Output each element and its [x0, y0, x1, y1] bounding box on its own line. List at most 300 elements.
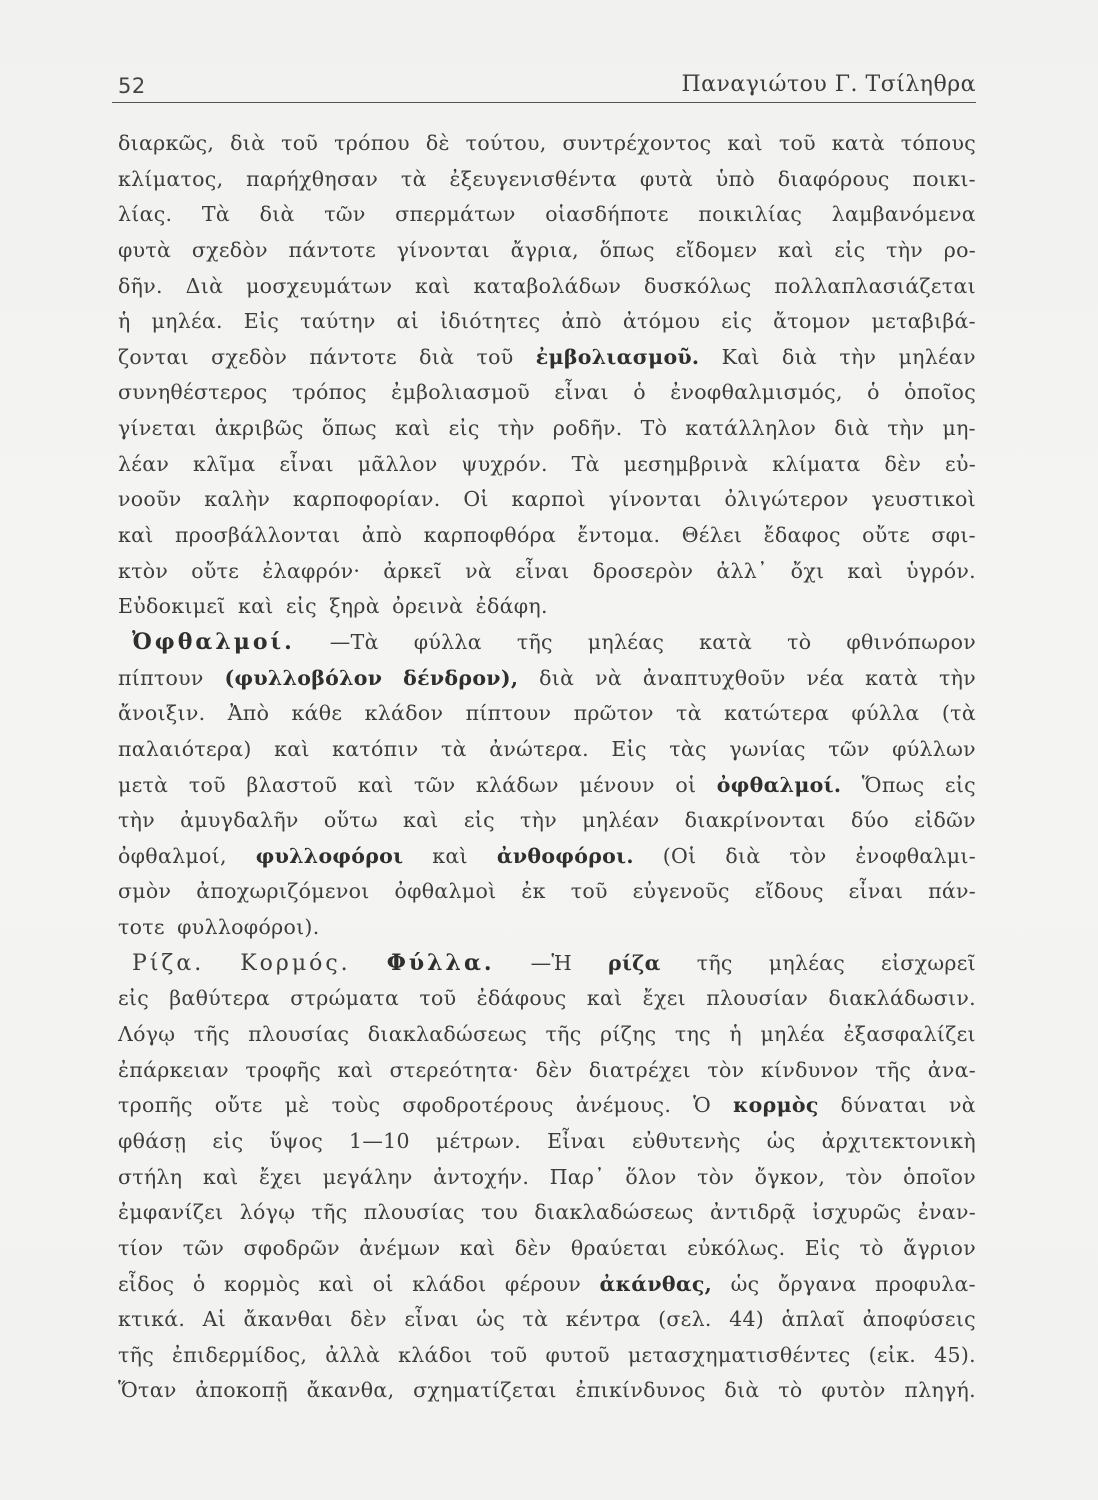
- word: κατάλληλον: [685, 416, 817, 441]
- text-line: [118, 1373, 976, 1409]
- word: μη-: [942, 416, 976, 441]
- word: κλάδον: [364, 701, 444, 726]
- word: τροφῆς: [245, 1057, 321, 1082]
- word: ἔχει: [642, 986, 686, 1011]
- word: φθάσῃ: [118, 1128, 187, 1153]
- word: φυτὸν: [821, 1378, 886, 1403]
- word: ἐκ: [521, 879, 546, 904]
- word: τοῦ: [188, 772, 226, 797]
- text-line: [118, 696, 976, 732]
- word: ἀποφύσεις: [862, 1307, 976, 1332]
- word: σχεδὸν: [211, 344, 288, 369]
- word: τὰ: [676, 701, 702, 726]
- word: διαρκῶς,: [118, 131, 215, 155]
- word: Καὶ: [721, 344, 760, 369]
- word: εὐθυτενὴς: [631, 1128, 741, 1153]
- word: εἰς: [118, 986, 150, 1011]
- text-line: [118, 304, 976, 340]
- word: εἰς: [463, 808, 495, 833]
- word: ἀνέμων: [359, 1235, 441, 1260]
- word: Εἰς: [804, 1235, 841, 1260]
- word: ὄχι: [790, 558, 825, 583]
- word: καρποφορίαν.: [292, 487, 441, 512]
- word: κατὰ: [699, 629, 753, 654]
- word: τῶν: [182, 1235, 225, 1260]
- word: καὶ: [403, 808, 439, 833]
- word: τῆς: [696, 950, 733, 975]
- word: εἰδῶν: [914, 808, 976, 833]
- word: διακλαδώσεως: [534, 1200, 694, 1225]
- word: ὅπως: [599, 237, 655, 262]
- word: καὶ: [727, 131, 763, 155]
- word: καὶ: [237, 594, 274, 619]
- word: νὰ: [595, 665, 622, 690]
- word: λαμβανόμενα: [831, 202, 976, 227]
- word: ὁ: [192, 1271, 206, 1296]
- word: οὕτω: [323, 808, 378, 833]
- word: τοῦ: [570, 879, 608, 904]
- word: τὴν: [886, 237, 924, 262]
- word: μηλέας: [768, 950, 846, 975]
- text-line: [118, 874, 976, 910]
- word: λέαν: [118, 451, 170, 476]
- word: πλουσίας: [363, 1200, 465, 1225]
- word: ἀναπτυχθοῦν: [642, 665, 786, 690]
- word: τὰ: [400, 166, 427, 191]
- emphasized-word: ἐμβολιασμοῦ.: [535, 344, 700, 369]
- word: τοῦ: [490, 1342, 528, 1367]
- page-header: [112, 68, 976, 103]
- text-line: [118, 554, 976, 590]
- word: κλῖμα: [192, 451, 256, 476]
- word: καὶ: [318, 1271, 355, 1296]
- word: ὡς: [766, 1128, 796, 1153]
- word: ἡ: [729, 1022, 742, 1047]
- word: καλὴν: [204, 487, 271, 512]
- word: δροσερὸν: [592, 558, 694, 583]
- word: ταύτην: [300, 309, 376, 334]
- text-line: [118, 589, 976, 625]
- word: διὰ: [259, 202, 295, 227]
- word: δυσκόλως: [644, 273, 752, 298]
- word: τοῦ: [281, 131, 319, 155]
- text-line: [118, 126, 976, 162]
- word: τὴν: [497, 416, 535, 441]
- page-number: 52: [118, 74, 146, 98]
- word: τὰ: [522, 1307, 549, 1332]
- word: τὸ: [787, 629, 812, 654]
- text-line: [118, 661, 976, 697]
- word: τὸν: [845, 1164, 883, 1189]
- word: ἀρκεῖ: [383, 558, 443, 583]
- word: ζονται: [118, 344, 189, 369]
- word: πάντοτε: [309, 344, 397, 369]
- word: τρόπου: [334, 131, 410, 155]
- word: ἀκριβῶς: [214, 416, 304, 441]
- word: τοτε: [118, 915, 165, 940]
- word: τῆς: [875, 1057, 912, 1082]
- word: εἴδομεν: [675, 237, 758, 262]
- word: βλαστοῦ: [246, 772, 338, 797]
- word: φέρουν: [504, 1271, 581, 1296]
- word: εἶδος: [118, 1271, 175, 1296]
- word: εἰς: [448, 416, 480, 441]
- word: τὸ: [778, 1378, 803, 1403]
- word: τὰ: [440, 736, 467, 761]
- word: πλουσίας: [248, 1022, 350, 1047]
- word: εἶναι: [848, 879, 904, 904]
- word: ἐνοφθαλμισμός,: [670, 380, 843, 405]
- word: οὔτε: [862, 523, 911, 548]
- word: πολλαπλασιάζεται: [774, 273, 976, 298]
- word: καὶ: [202, 1164, 239, 1189]
- word: ἐναν-: [917, 1200, 976, 1225]
- word: ἰδιότητες: [439, 309, 541, 334]
- word: μηλέαν: [582, 808, 660, 833]
- word: μᾶλλον: [357, 451, 438, 476]
- text-line: [118, 910, 976, 946]
- word: λόγῳ: [239, 1200, 296, 1225]
- word: ὑγρόν.: [906, 558, 976, 583]
- word: ἄκανθαι: [243, 1307, 333, 1332]
- word: ὅπως: [321, 416, 377, 441]
- word: ἄγρια,: [510, 237, 579, 262]
- word: κατώτερα: [724, 701, 830, 726]
- word: τὴν: [887, 416, 925, 441]
- word: σφι-: [931, 523, 976, 548]
- word: τὸν: [789, 843, 827, 868]
- word: τοὺς: [331, 1093, 381, 1118]
- word: ὀφθαλμοί,: [118, 843, 227, 868]
- word: ἐξευγενισθέντα: [449, 166, 618, 191]
- word: ἐδάφους: [476, 986, 567, 1011]
- word: ἄτομον: [773, 309, 851, 334]
- word: συνηθέστερος: [118, 380, 268, 405]
- word: νὰ: [949, 1093, 976, 1118]
- word: ὄργανα: [777, 1271, 857, 1296]
- word: αἱ: [396, 309, 420, 334]
- word: συντρέχοντος: [562, 131, 712, 155]
- text-line: [118, 625, 976, 661]
- word: κλάδοι: [412, 1271, 487, 1296]
- word: μηλέα: [760, 1022, 825, 1047]
- word: ἀρχιτεκτονικὴ: [821, 1128, 976, 1153]
- word: διαφόρους: [777, 166, 890, 191]
- word: ἀτόμου: [622, 309, 701, 334]
- word: ποικι-: [912, 166, 976, 191]
- word: εἰς: [212, 1128, 244, 1153]
- word: ξηρὰ: [329, 594, 380, 619]
- word: καὶ: [459, 1235, 496, 1260]
- word: νὰ: [465, 558, 493, 583]
- word: ἀμυγδαλῆν: [180, 808, 299, 833]
- emphasized-word: ρίζα: [608, 950, 661, 975]
- word: ἄνοιξιν.: [118, 701, 206, 726]
- word: τοῦ: [476, 344, 514, 369]
- word: σχεδὸν: [191, 237, 268, 262]
- word: μηλέαν: [898, 344, 976, 369]
- word: πάν-: [928, 879, 976, 904]
- text-line: [118, 1088, 976, 1124]
- word: ἐξασφαλίζει: [843, 1022, 976, 1047]
- word: τὴν: [839, 344, 877, 369]
- word: Λόγῳ: [118, 1022, 176, 1047]
- word: ἔντομα.: [577, 523, 661, 548]
- text-line: [118, 1338, 976, 1374]
- word: κλάδων: [475, 772, 559, 797]
- word: κτὸν: [118, 558, 169, 583]
- word: κορμὸς: [223, 1271, 301, 1296]
- word: ψυχρόν.: [461, 451, 548, 476]
- word: γίνεται: [118, 416, 197, 441]
- word: κλίματος,: [118, 166, 224, 191]
- word: μένουν: [579, 772, 655, 797]
- text-line: [118, 1267, 976, 1303]
- word: σχηματίζεται: [413, 1378, 557, 1403]
- word: παλαιότερα): [118, 736, 252, 761]
- text-line: [118, 1160, 976, 1196]
- text-line: [118, 233, 976, 269]
- word: καταβολάδων: [473, 273, 622, 298]
- word: —Τὰ: [329, 629, 379, 654]
- word: Ὅταν: [118, 1378, 177, 1403]
- word: φύλλα: [413, 629, 482, 654]
- text-line: [118, 518, 976, 554]
- word: ὅλον: [625, 1164, 677, 1189]
- word: στερεότητα·: [389, 1057, 520, 1082]
- word: τοῦ: [778, 131, 816, 155]
- word: εἶναι: [554, 380, 609, 405]
- word: ρίζης: [600, 1022, 657, 1047]
- word: ἰσχυρῶς: [812, 1200, 902, 1225]
- word: μεγάλην: [322, 1164, 413, 1189]
- word: καὶ: [586, 986, 623, 1011]
- word: ἀνα-: [927, 1057, 976, 1082]
- word: Τὰ: [571, 451, 600, 476]
- word: μοσχευμάτων: [246, 273, 393, 298]
- word: ὡς: [476, 1307, 506, 1332]
- word: τῶν: [828, 736, 870, 761]
- word: σφοδρῶν: [243, 1235, 340, 1260]
- word: δὲν: [884, 451, 922, 476]
- word: κίνδυνον: [760, 1057, 859, 1082]
- word: φυλλοφόροι).: [177, 915, 320, 940]
- word: πληγή.: [904, 1378, 976, 1403]
- word: Θέλει: [681, 523, 743, 548]
- word: εἰς: [834, 237, 866, 262]
- word: εὐ-: [945, 451, 976, 476]
- emphasized-word: φυλλοφόροι: [255, 843, 404, 868]
- emphasized-word: ὀφθαλμοί.: [716, 772, 842, 797]
- word: κατὰ: [865, 665, 919, 690]
- word: στρώματα: [290, 986, 400, 1011]
- word: ἔχει: [258, 1164, 303, 1189]
- word: δὲ: [425, 131, 450, 155]
- word: κλάδοι: [398, 1342, 473, 1367]
- word: εἶναι: [279, 451, 334, 476]
- text-line: [118, 732, 976, 768]
- word: τὸ: [859, 1235, 884, 1260]
- word: ὁ: [633, 380, 646, 405]
- word: τὴν: [520, 808, 558, 833]
- word: φυτὰ: [639, 166, 694, 191]
- word: γίνονται: [608, 487, 702, 512]
- word: τόπους: [900, 131, 976, 155]
- word: Παρ᾽: [549, 1164, 605, 1189]
- word: πλουσίαν: [706, 986, 809, 1011]
- word: Ὁ: [693, 1093, 712, 1118]
- word: γωνίας: [729, 736, 806, 761]
- section-heading-word: Ὀφθαλμοί.: [132, 628, 295, 655]
- word: ὑπὸ: [715, 166, 755, 191]
- word: ἀπὸ: [561, 309, 602, 334]
- text-line: [118, 197, 976, 233]
- word: εἴδους: [754, 879, 824, 904]
- word: εἰς: [285, 594, 317, 619]
- word: νέα: [806, 665, 845, 690]
- word: κτικά.: [118, 1307, 186, 1332]
- word: (τὰ: [941, 701, 976, 726]
- word: ἀλλὰ: [325, 1342, 381, 1367]
- word: ποικιλίας: [698, 202, 803, 227]
- text-line: [118, 411, 976, 447]
- word: ἀνέμους.: [575, 1093, 672, 1118]
- word: γευστικοὶ: [871, 487, 976, 512]
- word: καὶ: [274, 736, 310, 761]
- word: Ὅπως: [861, 772, 925, 797]
- word: οἱασδήποτε: [545, 202, 669, 227]
- word: Εὐδοκιμεῖ: [118, 594, 226, 619]
- word: μεσημβρινὰ: [623, 451, 749, 476]
- word: 45).: [934, 1342, 976, 1367]
- word: Αἱ: [202, 1307, 227, 1332]
- word: τούτου,: [465, 131, 547, 155]
- word: γίνονται: [396, 237, 490, 262]
- word: κάθε: [291, 701, 343, 726]
- word: πίπτουν: [465, 701, 552, 726]
- word: πρῶτον: [573, 701, 654, 726]
- word: ἀποχωριζόμενοι: [196, 879, 370, 904]
- word: μηλέας: [587, 629, 665, 654]
- word: ἐμβολιασμοῦ: [391, 380, 530, 405]
- word: της: [674, 1022, 711, 1047]
- word: εὐκόλως.: [687, 1235, 786, 1260]
- word: ἐνοφθαλμι-: [855, 843, 976, 868]
- word: θραύεται: [570, 1235, 668, 1260]
- word: φθινόπωρον: [846, 629, 976, 654]
- word: ἀπὸ: [361, 523, 403, 548]
- word: καὶ: [415, 273, 451, 298]
- word: καρποὶ: [511, 487, 586, 512]
- text-line: [118, 839, 976, 875]
- word: ἐδάφη.: [475, 594, 548, 619]
- text-line: [118, 981, 976, 1017]
- word: διὰ: [419, 344, 455, 369]
- text-line: [118, 162, 976, 198]
- word: ἄκανθα,: [306, 1378, 395, 1403]
- word: τὸν: [697, 1164, 735, 1189]
- word: τὸν: [707, 1057, 745, 1082]
- section-heading-word: Κορμός.: [240, 950, 351, 976]
- word: ρο-: [943, 237, 976, 262]
- word: μετασχηματισθέντες: [627, 1342, 851, 1367]
- word: δὲν: [535, 1057, 573, 1082]
- word: διατρέχει: [588, 1057, 691, 1082]
- word: ἀλλ᾽: [716, 558, 768, 583]
- word: οὔτε: [214, 1093, 263, 1118]
- word: καὶ: [394, 416, 431, 441]
- word: —Ἡ: [530, 950, 573, 975]
- word: ὀλιγώτερον: [724, 487, 849, 512]
- word: Οἱ: [463, 487, 489, 512]
- word: διὰ: [539, 665, 575, 690]
- word: βαθύτερα: [169, 986, 271, 1011]
- word: μέτρων.: [435, 1128, 522, 1153]
- word: ἡ: [118, 309, 131, 334]
- word: ἐπικίνδυνος: [575, 1378, 706, 1403]
- word: τίον: [118, 1235, 164, 1260]
- section-heading-word: Φύλλα.: [386, 949, 495, 976]
- word: Ἀπὸ: [227, 701, 270, 726]
- text-line: [118, 803, 976, 839]
- word: ὁποῖον: [903, 1164, 976, 1189]
- word: ὁποῖος: [904, 380, 976, 405]
- word: (Οἱ: [662, 843, 697, 868]
- word: εἰς: [721, 309, 753, 334]
- word: διὰ: [781, 344, 818, 369]
- word: παρήχθησαν: [246, 166, 379, 191]
- word: μετὰ: [118, 772, 169, 797]
- emphasized-word: κορμὸς: [733, 1093, 819, 1118]
- word: διὰ: [230, 131, 266, 155]
- word: ὀφθαλμοὶ: [394, 879, 497, 904]
- word: εἶναι: [404, 1307, 459, 1332]
- word: καὶ: [357, 772, 394, 797]
- word: διακρίνονται: [684, 808, 826, 833]
- word: καὶ: [337, 1057, 374, 1082]
- text-line: [118, 1124, 976, 1160]
- word: ἄγριον: [903, 1235, 976, 1260]
- word: (σελ.: [658, 1307, 712, 1332]
- word: προσβάλλονται: [174, 523, 341, 548]
- word: Εἰς: [611, 736, 647, 761]
- word: οὔτε: [191, 558, 240, 583]
- text-line: [118, 1231, 976, 1267]
- word: φυτὰ: [118, 237, 172, 262]
- word: καὶ: [778, 237, 814, 262]
- word: μηλέα.: [151, 309, 223, 334]
- word: ὄγκον,: [754, 1164, 826, 1189]
- word: δύναται: [840, 1093, 928, 1118]
- word: τὴν: [939, 665, 976, 690]
- word: ὀρεινὰ: [392, 594, 464, 619]
- word: τῆς: [311, 1200, 348, 1225]
- word: τὰς: [669, 736, 707, 761]
- word: οἱ: [372, 1271, 394, 1296]
- word: εἰσχωρεῖ: [881, 950, 976, 975]
- word: πίπτουν: [118, 665, 204, 690]
- word: τοῦ: [419, 986, 457, 1011]
- word: Τὸ: [640, 416, 668, 441]
- word: του: [481, 1200, 519, 1225]
- word: διακλαδώσεως: [367, 1022, 528, 1047]
- emphasized-word: (φυλλοβόλον: [224, 665, 383, 690]
- word: τροπῆς: [118, 1093, 193, 1118]
- word: τρόπος: [291, 380, 367, 405]
- word: τῆς: [516, 629, 553, 654]
- word: ἐπάρκειαν: [118, 1057, 229, 1082]
- word: πάντοτε: [288, 237, 377, 262]
